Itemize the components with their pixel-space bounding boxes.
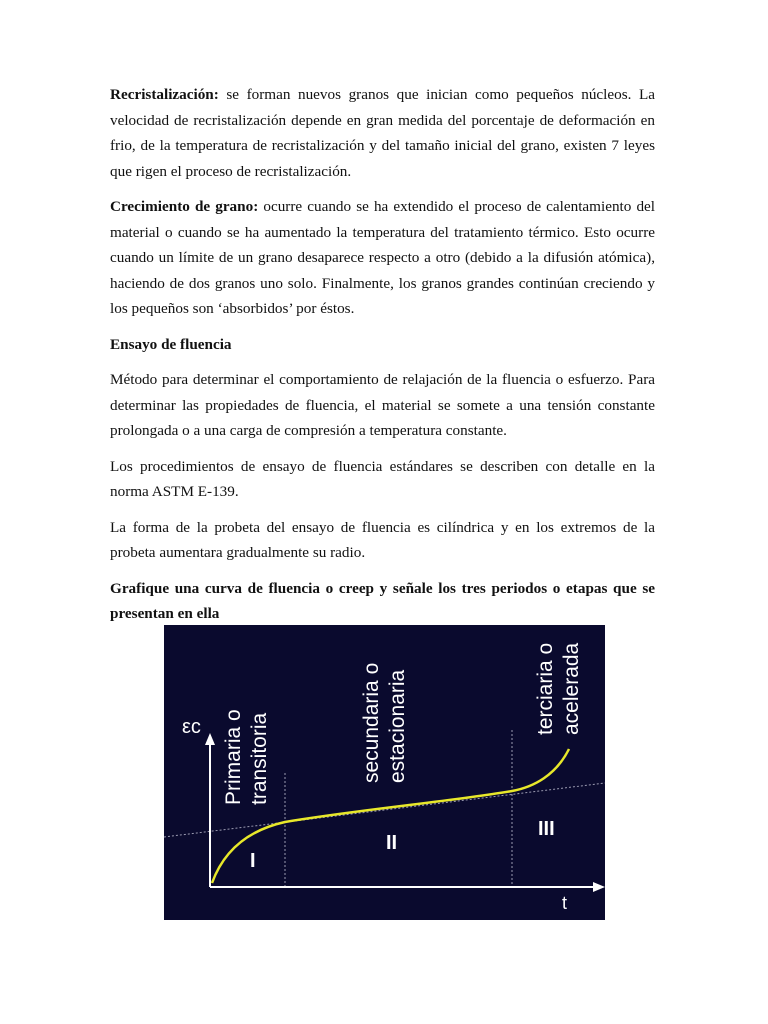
stage-label-secondary-line1: secundaria o <box>360 662 383 783</box>
stage-numeral-3: III <box>538 818 555 840</box>
body-paragraph-specimen: La forma de la probeta del ensayo de fluencia es cilíndrica y en los extremos de la probeta aumentara gradualmente su radio. <box>110 518 655 561</box>
paragraph-crecimiento-grano <box>110 194 655 322</box>
creep-curve-figure <box>164 625 605 920</box>
stage-label-tertiary-line1: terciaria o <box>534 642 557 735</box>
question-heading: Grafique una curva de fluencia o creep y señale los tres periodos o etapas que se presentan en ella <box>110 579 655 622</box>
creep-curve-svg <box>164 625 605 920</box>
y-axis-label: εc <box>182 716 201 738</box>
paragraph-recristalizacion <box>110 82 655 184</box>
document-page <box>110 82 655 637</box>
stage-label-tertiary-line2: acelerada <box>560 642 583 735</box>
stage-label-primary-line2: transitoria <box>248 712 271 805</box>
body-paragraph-method: Método para determinar el comportamiento de relajación de la fluencia o esfuerzo. Para determinar las propiedades de fluencia, el material se somete a una tensión constante prolongada o a una carga de compresión a temperatura constante. <box>110 371 655 439</box>
section-heading: Ensayo de fluencia <box>110 335 232 353</box>
term-crecimiento-grano: Crecimiento de grano: <box>110 198 259 215</box>
definition-recristalizacion: se forman nuevos granos que inician como pequeños núcleos. La velocidad de recristalización depende en gran medida del porcentaje de deformación en frio, de la temperatura de recristalización y del tamaño inicial del grano, existen 7 leyes que rigen el proceso de recristalización. <box>110 86 655 180</box>
stage-label-primary-line1: Primaria o <box>222 709 245 805</box>
definition-crecimiento-grano: ocurre cuando se ha extendido el proceso de calentamiento del material o cuando se ha aumentado la temperatura del tratamiento térmico. Esto ocurre cuando un límite de un grano desaparece respecto a otro (debido a la difusión atómica), haciendo de dos granos uno solo. Finalmente, los granos grandes continúan creciendo y los pequeños son ‘absorbidos’ por éstos. <box>110 198 656 317</box>
body-paragraph-standard: Los procedimientos de ensayo de fluencia estándares se describen con detalle en la norma ASTM E-139. <box>110 457 655 500</box>
stage-label-secondary-line2: estacionaria <box>386 669 409 783</box>
stage-numeral-1: I <box>250 850 256 872</box>
term-recristalizacion: Recristalización: <box>110 86 219 103</box>
stage-numeral-2: II <box>386 832 398 854</box>
x-axis-label: t <box>562 893 568 913</box>
